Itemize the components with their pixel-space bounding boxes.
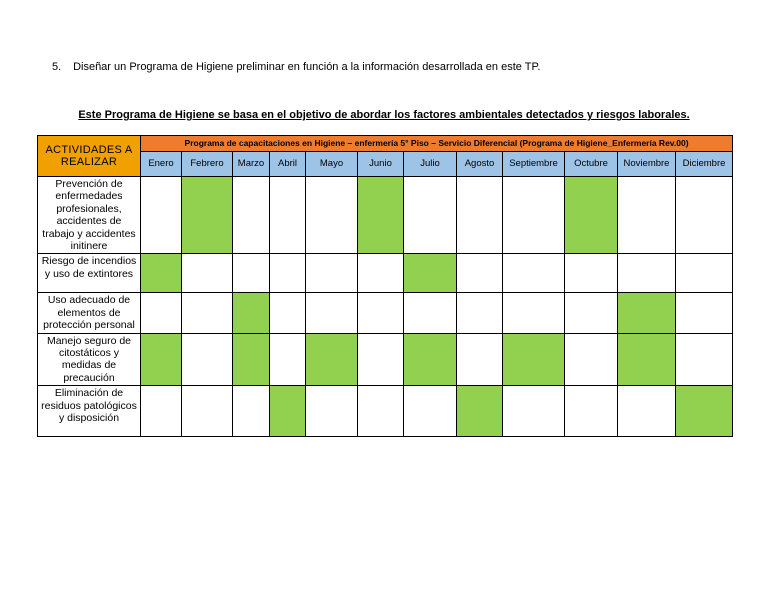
empty-month-cell bbox=[618, 254, 676, 293]
scheduled-month-cell bbox=[565, 177, 618, 254]
scheduled-month-cell bbox=[618, 333, 676, 386]
instruction-line bbox=[52, 61, 540, 73]
empty-month-cell bbox=[457, 293, 503, 333]
month-header: Noviembre bbox=[618, 152, 676, 177]
scheduled-month-cell bbox=[404, 333, 457, 386]
month-header: Agosto bbox=[457, 152, 503, 177]
program-heading: Este Programa de Higiene se basa en el objetivo de abordar los factores ambientales detectados y riesgos laborales. bbox=[78, 109, 690, 121]
hygiene-schedule-table bbox=[37, 135, 733, 437]
activity-name: Uso adecuado de elementos de protección personal bbox=[38, 293, 141, 333]
scheduled-month-cell bbox=[457, 386, 503, 437]
empty-month-cell bbox=[270, 293, 306, 333]
month-header: Junio bbox=[358, 152, 404, 177]
scheduled-month-cell bbox=[233, 293, 270, 333]
empty-month-cell bbox=[404, 293, 457, 333]
empty-month-cell bbox=[676, 177, 733, 254]
empty-month-cell bbox=[141, 177, 182, 254]
empty-month-cell bbox=[565, 386, 618, 437]
empty-month-cell bbox=[404, 386, 457, 437]
scheduled-month-cell bbox=[182, 177, 233, 254]
empty-month-cell bbox=[182, 386, 233, 437]
empty-month-cell bbox=[565, 293, 618, 333]
empty-month-cell bbox=[233, 254, 270, 293]
empty-month-cell bbox=[358, 254, 404, 293]
scheduled-month-cell bbox=[358, 177, 404, 254]
scheduled-month-cell bbox=[306, 333, 358, 386]
activity-row bbox=[38, 254, 733, 293]
empty-month-cell bbox=[141, 386, 182, 437]
scheduled-month-cell bbox=[270, 386, 306, 437]
activity-row bbox=[38, 386, 733, 437]
scheduled-month-cell bbox=[618, 293, 676, 333]
empty-month-cell bbox=[503, 293, 565, 333]
empty-month-cell bbox=[565, 254, 618, 293]
scheduled-month-cell bbox=[141, 333, 182, 386]
scheduled-month-cell bbox=[503, 333, 565, 386]
empty-month-cell bbox=[457, 333, 503, 386]
empty-month-cell bbox=[503, 177, 565, 254]
empty-month-cell bbox=[618, 177, 676, 254]
empty-month-cell bbox=[141, 293, 182, 333]
empty-month-cell bbox=[358, 293, 404, 333]
scheduled-month-cell bbox=[141, 254, 182, 293]
empty-month-cell bbox=[306, 293, 358, 333]
empty-month-cell bbox=[306, 386, 358, 437]
month-header: Enero bbox=[141, 152, 182, 177]
activity-name: Prevención de enfermedades profesionales, accidentes de trabajo y accidentes initinere bbox=[38, 177, 141, 254]
scheduled-month-cell bbox=[676, 386, 733, 437]
month-header: Marzo bbox=[233, 152, 270, 177]
month-header: Julio bbox=[404, 152, 457, 177]
empty-month-cell bbox=[503, 254, 565, 293]
month-header-row bbox=[38, 152, 733, 177]
empty-month-cell bbox=[306, 254, 358, 293]
month-header: Diciembre bbox=[676, 152, 733, 177]
month-header: Abril bbox=[270, 152, 306, 177]
empty-month-cell bbox=[270, 177, 306, 254]
activity-row bbox=[38, 293, 733, 333]
empty-month-cell bbox=[306, 177, 358, 254]
empty-month-cell bbox=[182, 254, 233, 293]
program-title: Programa de capacitaciones en Higiene – enfermería 5° Piso – Servicio Diferencial (Programa de Higiene_Enfermería Rev.00) bbox=[141, 136, 733, 152]
empty-month-cell bbox=[457, 254, 503, 293]
month-header: Septiembre bbox=[503, 152, 565, 177]
empty-month-cell bbox=[676, 293, 733, 333]
empty-month-cell bbox=[182, 333, 233, 386]
activity-row bbox=[38, 177, 733, 254]
activity-name: Manejo seguro de citostáticos y medidas de precaución bbox=[38, 333, 141, 386]
empty-month-cell bbox=[270, 333, 306, 386]
empty-month-cell bbox=[503, 386, 565, 437]
month-header: Mayo bbox=[306, 152, 358, 177]
month-header: Octubre bbox=[565, 152, 618, 177]
instruction-text: Diseñar un Programa de Higiene preliminar en función a la información desarrollada en este TP. bbox=[73, 61, 541, 73]
month-header: Febrero bbox=[182, 152, 233, 177]
empty-month-cell bbox=[358, 333, 404, 386]
instruction-number: 5. bbox=[52, 61, 62, 73]
schedule-body bbox=[38, 177, 733, 437]
empty-month-cell bbox=[270, 254, 306, 293]
empty-month-cell bbox=[182, 293, 233, 333]
empty-month-cell bbox=[358, 386, 404, 437]
empty-month-cell bbox=[618, 386, 676, 437]
scheduled-month-cell bbox=[233, 333, 270, 386]
empty-month-cell bbox=[676, 254, 733, 293]
scheduled-month-cell bbox=[404, 254, 457, 293]
empty-month-cell bbox=[676, 333, 733, 386]
empty-month-cell bbox=[233, 386, 270, 437]
activity-row bbox=[38, 333, 733, 386]
empty-month-cell bbox=[233, 177, 270, 254]
empty-month-cell bbox=[565, 333, 618, 386]
activity-name: Eliminación de residuos patológicos y disposición bbox=[38, 386, 141, 437]
activity-name: Riesgo de incendios y uso de extintores bbox=[38, 254, 141, 293]
empty-month-cell bbox=[457, 177, 503, 254]
activities-header: ACTIVIDADES A REALIZAR bbox=[38, 136, 141, 177]
empty-month-cell bbox=[404, 177, 457, 254]
